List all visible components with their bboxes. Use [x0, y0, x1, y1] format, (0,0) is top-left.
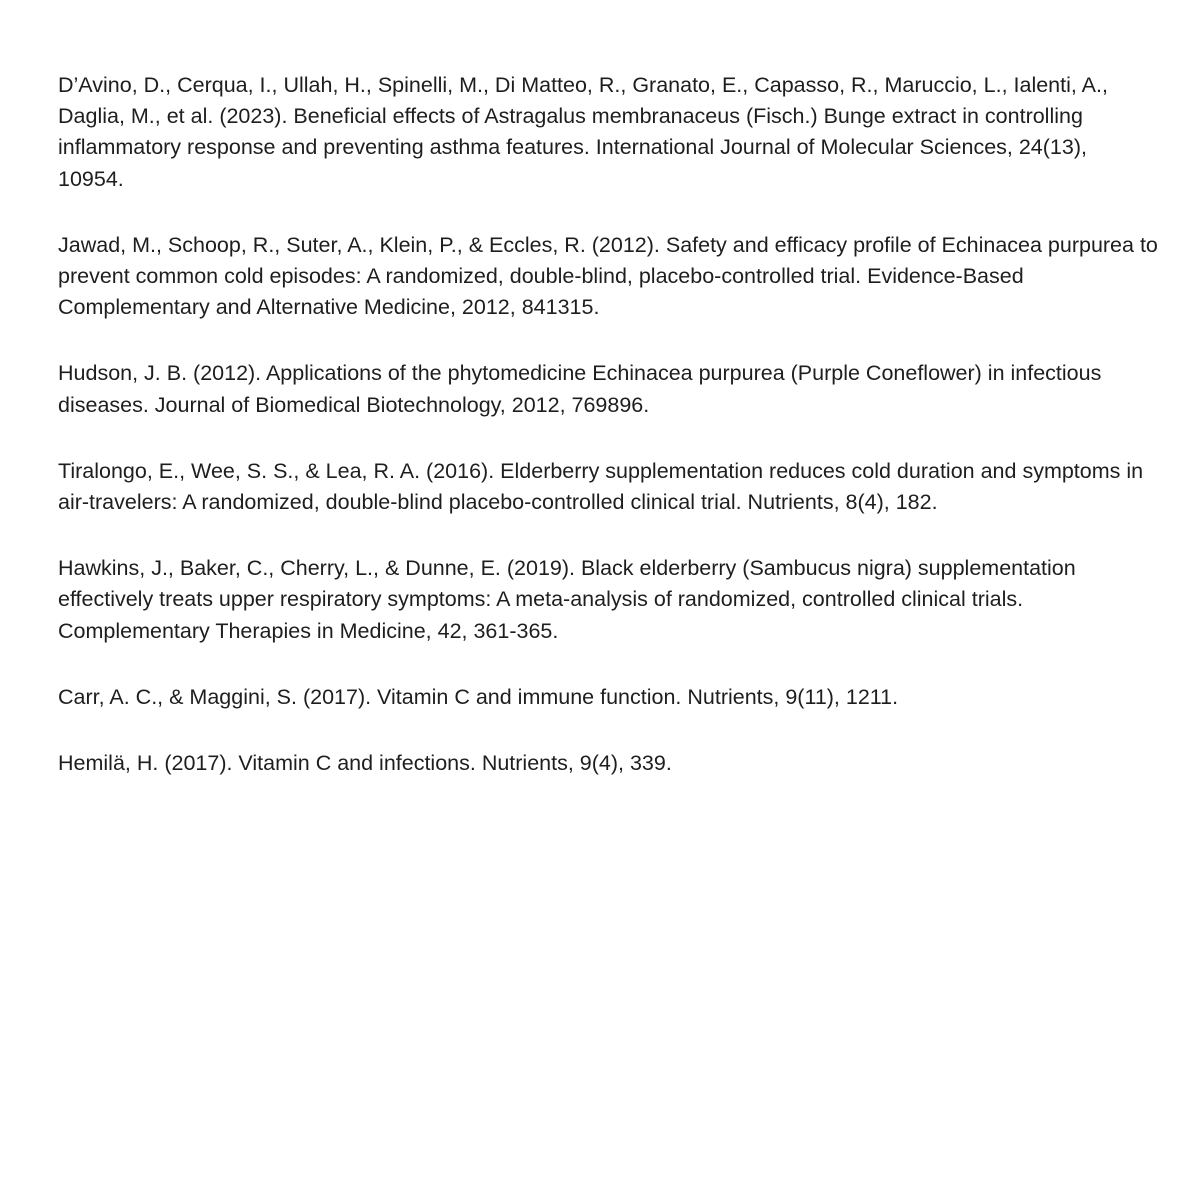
reference-entry: Jawad, M., Schoop, R., Suter, A., Klein, P., & Eccles, R. (2012). Safety and efficacy profile of Echinacea purpurea to prevent common cold episodes: A randomized, double-blind, placebo-controlled trial. Evidence-Based Complementary and Alternative Medicine, 2012, 841315. [58, 232, 1158, 320]
reference-entry: D’Avino, D., Cerqua, I., Ullah, H., Spinelli, M., Di Matteo, R., Granato, E., Capasso, R., Maruccio, L., Ialenti, A., Daglia, M., et al. (2023). Beneficial effects of Astragalus membranaceus (Fisch.) Bunge extract in controlling inflammatory response and preventing asthma features. International Journal of Molecular Sciences, 24(13), 10954. [58, 73, 1108, 191]
reference-entry: Tiralongo, E., Wee, S. S., & Lea, R. A. (2016). Elderberry supplementation reduces cold duration and symptoms in air-travelers: A randomized, double-blind placebo-controlled clinical trial. Nutrients, 8(4), 182. [58, 458, 1144, 515]
reference-entry: Carr, A. C., & Maggini, S. (2017). Vitamin C and immune function. Nutrients, 9(11), 1211. [58, 684, 899, 709]
reference-list [58, 70, 1158, 814]
reference-entry: Hudson, J. B. (2012). Applications of the phytomedicine Echinacea purpurea (Purple Coneflower) in infectious diseases. Journal of Biomedical Biotechnology, 2012, 769896. [58, 361, 1102, 417]
reference-entry: Hawkins, J., Baker, C., Cherry, L., & Dunne, E. (2019). Black elderberry (Sambucus nigra) supplementation effectively treats upper respiratory symptoms: A meta-analysis of randomized, controlled clinical trials. Complementary Therapies in Medicine, 42, 361-365. [58, 556, 1076, 643]
reference-entry: Hemilä, H. (2017). Vitamin C and infections. Nutrients, 9(4), 339. [58, 751, 672, 776]
